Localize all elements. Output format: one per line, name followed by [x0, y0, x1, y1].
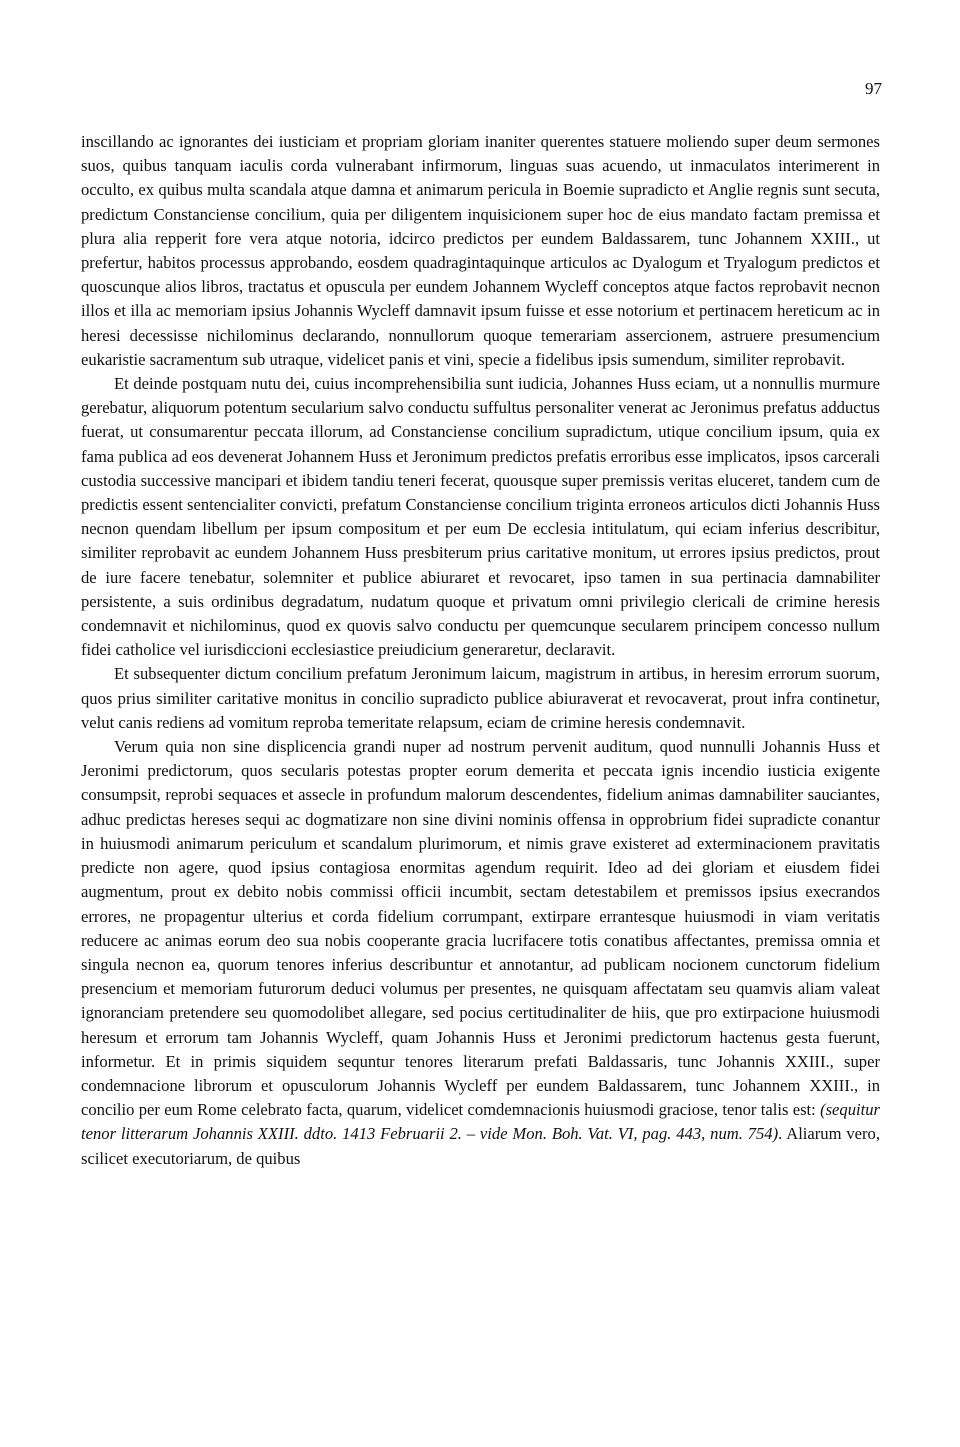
paragraph-3: Et subsequenter dictum concilium prefatum Jeronimum laicum, magistrum in artibus, in heresim errorum suorum, quos prius similiter caritative monitus in concilio supradicto publice abiuraverat et revocaverat, prout infra continetur, velut canis rediens ad vomitum reproba temeritate relapsum, eciam de crimine heresis condemnavit.: [81, 664, 880, 732]
paragraph-1: inscillando ac ignorantes dei iusticiam et propriam gloriam inaniter querentes statuere moliendo super deum sermones suos, quibus tanquam iaculis corda vulnerabant infirmorum, linguas suas acuendo, ut inmaculatos interimerent in occulto, ex quibus multa scandala atque damna et animarum pericula in Boemie supradicto et Anglie regnis sunt secuta, predictum Constanciense concilium, quia per diligentem inquisicionem super hoc de eius mandato factam premissa et plura alia repperit fore vera atque notoria, idcirco predictos per eundem Baldassarem, tunc Johannem XXIII., ut prefertur, habitos processus approbando, eosdem quadragintaquinque articulos ac Dyalogum et Tryalogum predictos et quoscunque alios libros, tractatus et opuscula per eundem Johannem Wycleff conceptos atque factos reprobavit necnon illos et illa ac memoriam ipsius Johannis Wycleff damnavit ipsum fuisse et esse notorium et pertinacem hereticum ac in heresi decessisse nichilominus declarando, nonnullorum quoque temerariam assercionem, astruere presumencium eukaristie sacramentum sub utraque, videlicet panis et vini, specie a fidelibus ipsis sumendum, similiter reprobavit.: [81, 132, 880, 369]
source-citation: (sequitur tenor litterarum Johannis XXIII. ddto. 1413 Februarii 2. – vide Mon. Boh. Vat. VI, pag. 443, num. 754): [81, 1100, 880, 1144]
paragraph-4-tail: . Aliarum vero, scilicet executoriarum, de quibus: [81, 1124, 880, 1168]
paragraph-4: [81, 735, 880, 1171]
document-body: [81, 130, 880, 1171]
paragraph-4-text: Verum quia non sine displicencia grandi nuper ad nostrum pervenit auditum, quod nunnulli Johannis Huss et Jeronimi predictorum, quos secularis potestas propter eorum demerita et peccata ignis incendio iusticia exigente consumpsit, reprobi sequaces et assecle in profundum malorum descendentes, fidelium animas damnabiliter sauciantes, adhuc predictas hereses sequi ac dogmatizare non sine divini nominis offensa in opprobrium fidei supradicte conantur in huiusmodi animarum periculum et scandalum plurimorum, et nimis grave existeret ad exterminacionem pravitatis predicte non agere, quod ipsius contagiosa enormitas agendum requirit. Ideo ad dei gloriam et eiusdem fidei augmentum, prout ex debito nobis commissi officii incumbit, sectam detestabilem et premissos ipsius execrandos errores, ne propagentur ulterius et corda fidelium corrumpant, extirpare errantesque huiusmodi in viam veritatis reducere ac animas eorum deo sua nobis cooperante gracia lucrifacere totis conatibus affectantes, premissa omnia et singula necnon ea, quorum tenores inferius describuntur et annotantur, ad publicam nocionem cunctorum fidelium presencium et memoriam futurorum deduci volumus per presentes, ne quisquam affectatam seu quamvis aliam valeat ignoranciam pretendere seu quomodolibet allegare, sed pocius certitudinaliter de hiis, que pro extirpacione huiusmodi heresum et errorum tam Johannis Wycleff, quam Johannis Huss et Jeronimi predictorum hactenus gesta fuerunt, informetur. Et in primis siquidem sequntur tenores literarum prefati Baldassaris, tunc Johannis XXIII., super condemnacione librorum et opusculorum Johannis Wycleff per eundem Baldassarem, tunc Johannem XXIII., in concilio per eum Rome celebrato facta, quarum, videlicet comdemnacionis huiusmodi graciose, tenor talis est:: [81, 737, 880, 1120]
paragraph-2: Et deinde postquam nutu dei, cuius incomprehensibilia sunt iudicia, Johannes Huss eciam, ut a nonnullis murmure gerebatur, aliquorum potentum secularium salvo conductu suffultus personaliter venerat ac Jeronimus prefatus adductus fuerat, ut consumarentur peccata illorum, ad Constanciense concilium supradictum, utique concilium ipsum, quia ex fama publica ad eos devenerat Johannem Huss et Jeronimum predictos prefatis erroribus esse implicatos, ipsos carcerali custodia successive mancipari et ibidem tandiu teneri fecerat, quousque super premissis veritas eluceret, tandem cum de predictis essent sentencialiter convicti, prefatum Constanciense concilium triginta erroneos articulos dicti Johannis Huss necnon quendam libellum per ipsum compositum et per eum De ecclesia intitulatum, qui eciam inferius describitur, similiter reprobavit ac eundem Johannem Huss presbiterum prius caritative monitum, ut errores ipsius predictos, prout de iure facere tenebatur, solemniter et publice abiuraret et revocaret, ipso tamen in sua pertinacia damnabiliter persistente, a suis ordinibus degradatum, nudatum quoque et privatum omni privilegio clericali de crimine heresis condemnavit et nichilominus, quod ex quovis salvo conductu per quemcunque secularem principem concesso nullum fidei catholice vel iurisdiccioni ecclesiastice preiudicium generaretur, declaravit.: [81, 374, 880, 660]
page-number: 97: [865, 79, 882, 98]
